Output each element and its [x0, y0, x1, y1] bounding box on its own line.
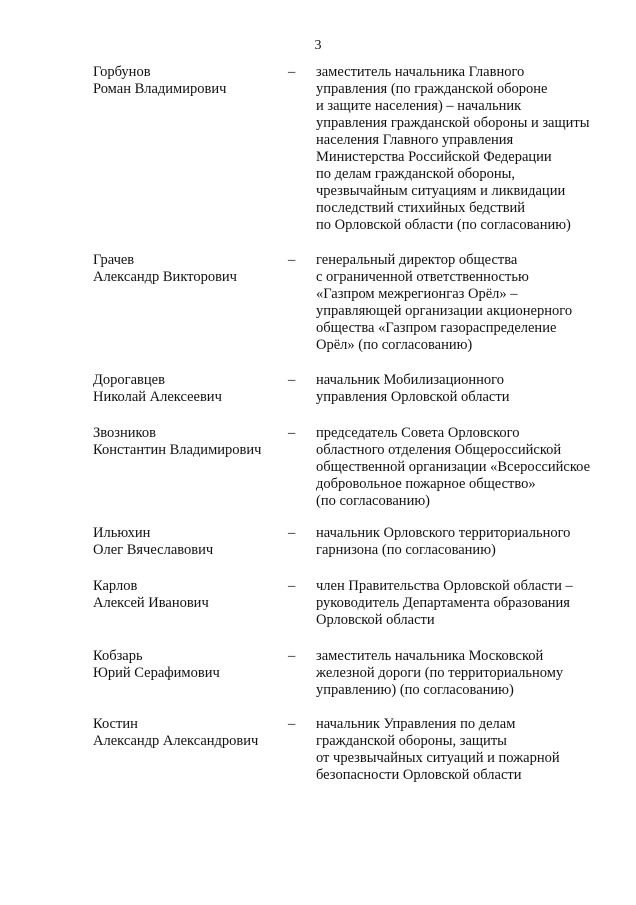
member-position — [316, 252, 616, 354]
position-line: гражданской обороны, защиты — [316, 733, 507, 749]
member-name — [93, 578, 283, 612]
member-name — [93, 372, 283, 406]
position-line: областного отделения Общероссийской — [316, 442, 562, 458]
member-name — [93, 425, 283, 459]
member-position — [316, 716, 616, 784]
member-given-names: Николай Алексеевич — [93, 389, 222, 405]
position-line: населения Главного управления — [316, 132, 514, 148]
position-line: (по согласованию) — [316, 493, 430, 509]
position-line: управляющей организации акционерного — [316, 303, 573, 319]
member-given-names: Олег Вячеславович — [93, 542, 214, 558]
member-name — [93, 252, 283, 286]
member-given-names: Юрий Серафимович — [93, 665, 220, 681]
position-line: управления гражданской обороны и защиты — [316, 115, 590, 131]
position-line: управления Орловской области — [316, 389, 510, 405]
position-line: чрезвычайным ситуациям и ликвидации — [316, 183, 566, 199]
member-position — [316, 372, 616, 406]
position-line: начальник Мобилизационного — [316, 372, 504, 388]
position-line: безопасности Орловской области — [316, 767, 522, 783]
member-surname: Грачев — [93, 252, 135, 268]
member-surname: Костин — [93, 716, 138, 732]
member-position — [316, 525, 616, 559]
position-line: последствий стихийных бедствий — [316, 200, 526, 216]
separator-dash: – — [288, 648, 296, 664]
position-line: железной дороги (по территориальному — [316, 665, 564, 681]
member-name — [93, 64, 283, 98]
position-line: управления (по гражданской обороне — [316, 81, 548, 97]
position-line: заместитель начальника Московской — [316, 648, 544, 664]
position-line: по делам гражданской обороны, — [316, 166, 516, 182]
member-given-names: Константин Владимирович — [93, 442, 262, 458]
member-name — [93, 525, 283, 559]
member-surname: Дорогавцев — [93, 372, 165, 388]
position-line: руководитель Департамента образования — [316, 595, 570, 611]
separator-dash: – — [288, 525, 296, 541]
position-line: начальник Орловского территориального — [316, 525, 571, 541]
separator-dash: – — [288, 578, 296, 594]
member-given-names: Александр Александрович — [93, 733, 259, 749]
member-name — [93, 716, 283, 750]
position-line: общественной организации «Всероссийское — [316, 459, 591, 475]
position-line: генеральный директор общества — [316, 252, 518, 268]
position-line: и защите населения) – начальник — [316, 98, 522, 114]
position-line: гарнизона (по согласованию) — [316, 542, 496, 558]
member-surname: Карлов — [93, 578, 138, 594]
member-surname: Кобзарь — [93, 648, 143, 664]
position-line: председатель Совета Орловского — [316, 425, 520, 441]
member-given-names: Александр Викторович — [93, 269, 237, 285]
member-position — [316, 64, 616, 234]
position-line: «Газпром межрегионгаз Орёл» – — [316, 286, 518, 302]
separator-dash: – — [288, 372, 296, 388]
separator-dash: – — [288, 716, 296, 732]
member-given-names: Роман Владимирович — [93, 81, 227, 97]
member-name — [93, 648, 283, 682]
position-line: по Орловской области (по согласованию) — [316, 217, 571, 233]
member-position — [316, 648, 616, 699]
member-position — [316, 425, 616, 510]
position-line: Министерства Российской Федерации — [316, 149, 552, 165]
member-surname: Горбунов — [93, 64, 151, 80]
page-number: 3 — [314, 38, 322, 53]
position-line: Орловской области — [316, 612, 435, 628]
separator-dash: – — [288, 252, 296, 268]
member-position — [316, 578, 616, 629]
member-surname: Ильюхин — [93, 525, 151, 541]
position-line: от чрезвычайных ситуаций и пожарной — [316, 750, 560, 766]
member-surname: Звозников — [93, 425, 156, 441]
position-line: член Правительства Орловской области – — [316, 578, 573, 594]
separator-dash: – — [288, 425, 296, 441]
separator-dash: – — [288, 64, 296, 80]
position-line: заместитель начальника Главного — [316, 64, 525, 80]
position-line: с ограниченной ответственностью — [316, 269, 529, 285]
member-given-names: Алексей Иванович — [93, 595, 209, 611]
position-line: управлению) (по согласованию) — [316, 682, 514, 698]
position-line: начальник Управления по делам — [316, 716, 516, 732]
position-line: общества «Газпром газораспределение — [316, 320, 557, 336]
position-line: добровольное пожарное общество» — [316, 476, 536, 492]
position-line: Орёл» (по согласованию) — [316, 337, 473, 353]
